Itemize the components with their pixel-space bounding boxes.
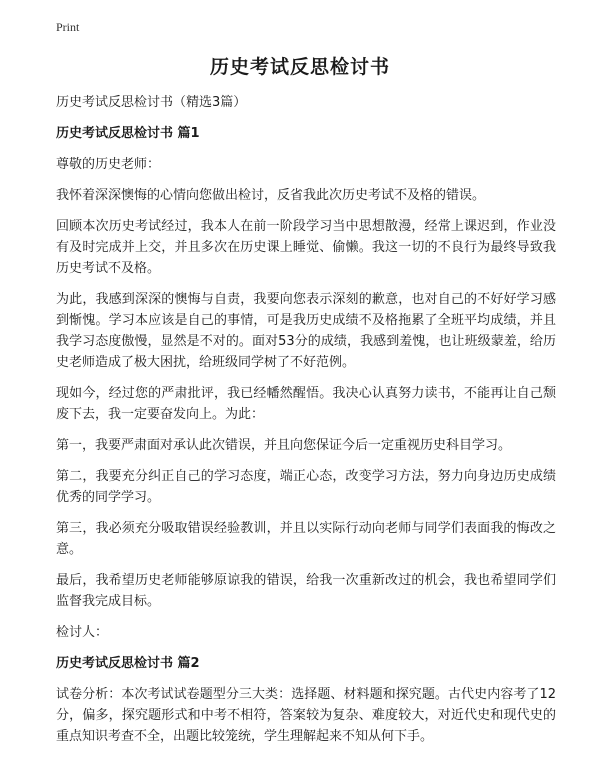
section-heading: 历史考试反思检讨书 篇2 <box>56 656 200 671</box>
signature-line: 检讨人： <box>56 625 109 640</box>
paragraph: 第二，我要充分纠正自己的学习态度，端正心态，改变学习方法，努力向身边历史成绩优秀的同学学习。 <box>56 469 556 505</box>
salutation: 尊敬的历史老师： <box>56 157 161 172</box>
paragraph: 回顾本次历史考试经过，我本人在前一阶段学习当中思想散漫，经常上课迟到，作业没有及时完成并上交，并且多次在历史课上睡觉、偷懒。我这一切的不良行为最终导致我历史考试不及格。 <box>56 219 556 276</box>
section-heading: 历史考试反思检讨书 篇1 <box>56 126 200 141</box>
paragraph: 我怀着深深懊悔的心情向您做出检讨，反省我此次历史考试不及格的错误。 <box>56 188 486 203</box>
paragraph: 第三，我必须充分吸取错误经验教训，并且以实际行动向老师与同学们表面我的悔改之意。 <box>56 521 556 557</box>
print-link[interactable]: Print <box>56 20 80 34</box>
paragraph: 试卷分析：本次考试试卷题型分三大类：选择题、材料题和探究题。古代史内容考了12分，偏多，探究题形式和中考不相符，答案较为复杂、难度较大，对近代史和现代史的重点知识考查不全，出题比较笼统，学生理解起来不知从何下手。 <box>56 687 556 744</box>
paragraph: 为此，我感到深深的懊悔与自责，我要向您表示深刻的歉意，也对自己的不好好学习感到惭愧。学习本应该是自己的事情，可是我历史成绩不及格拖累了全班平均成绩，并且我学习态度傲慢，显然是不对的。面对53分的成绩，我感到羞愧，也让班级蒙羞，给历史老师造成了极大困扰，给班级同学树了不好范例。 <box>56 292 556 370</box>
paragraph: 第一，我要严肃面对承认此次错误，并且向您保证今后一定重视历史科目学习。 <box>56 438 512 453</box>
paragraph: 现如今，经过您的严肃批评，我已经幡然醒悟。我决心认真努力读书，不能再让自己颓废下去，我一定要奋发向上。为此： <box>56 386 556 422</box>
document-subtitle: 历史考试反思检讨书（精选3篇） <box>56 95 247 110</box>
paragraph: 最后，我希望历史老师能够原谅我的错误，给我一次重新改过的机会，我也希望同学们监督我完成目标。 <box>56 573 556 609</box>
page-title: 历史考试反思检讨书 <box>209 56 390 78</box>
document-body <box>56 92 556 757</box>
